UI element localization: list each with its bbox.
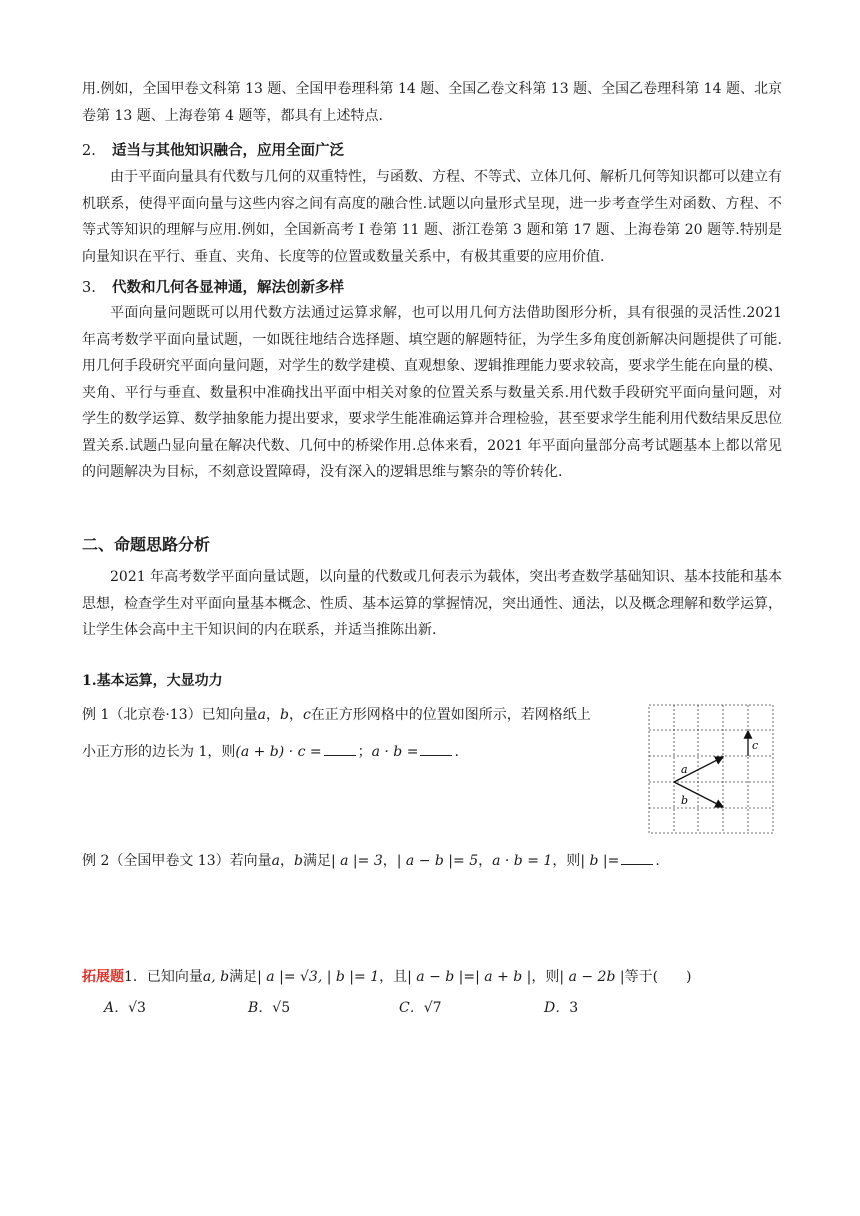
separator: ， (265, 707, 280, 723)
option-c-value: √7 (423, 1000, 442, 1016)
extension-text: 1．已知向量 (124, 969, 203, 985)
item-3-title: 代数和几何各显神通，解法创新多样 (112, 279, 344, 296)
condition-1: | a |= 3 (330, 853, 383, 869)
expression-2: a · b = (371, 744, 419, 760)
grid-svg (648, 704, 774, 834)
item-3-paragraph: 平面向量问题既可以用代数方法通过运算求解，也可以用几何方法借助图形分析，具有很强的灵活性.2021 年高考数学平面向量试题，一如既往地结合选择题、填空题的解题特征，为学生多角度创新解决问题提供了可能.用几何手段研究平面向量问题，对学生的数学建模、直观想象、逻辑推理能力要求较高，要求学生能在向量的模、夹角、平行与垂直、数量积中准确找出平面中相关对象的位置关系与数量关系.用代数手段研究平面向量问题，对学生的数学运算、数学抽象能力提出要求，要求学生能准确运算并合理检验，甚至要求学生能利用代数结果反思位置关系.试题凸显向量在解决代数、几何中的桥梁作用.总体来看，2021 年平面向量部分高考试题基本上都以常见的问题解决为目标，不刻意设置障碍，没有深入的逻辑思维与繁杂的等价转化. (82, 305, 782, 480)
semicolon: ； (357, 744, 372, 760)
condition-2: | a − b |= 5 (396, 853, 479, 869)
option-d[interactable] (544, 997, 578, 1017)
vector-a: a (271, 853, 280, 869)
section-2-title: 二、命题思路分析 (82, 535, 211, 554)
option-b-letter: B． (248, 1000, 273, 1016)
vector-b: b (293, 853, 303, 869)
example-2: 例 2（全国甲卷文 13）若向量a，b满足| a |= 3，| a − b |= 5，a · b = 1，则| b |= . (82, 853, 660, 869)
period: . (655, 853, 660, 869)
item-2-title: 适当与其他知识融合，应用全面广泛 (112, 142, 344, 159)
extension-and: ，且 (379, 969, 408, 985)
item-3-heading (82, 276, 344, 297)
example-1-text-1: 在正方形网格中的位置如图所示，若网格纸上 (310, 707, 591, 723)
answer-blank-3 (621, 852, 653, 865)
extension-cond-label: 满足 (229, 969, 258, 985)
answer-blank-2 (420, 743, 452, 756)
option-c-letter: C． (399, 1000, 424, 1016)
vector-b: b (279, 707, 289, 723)
example-1-line-1 (82, 704, 642, 724)
extension-condition-1: | a |= √3, | b |= 1 (257, 969, 380, 985)
extension-ask: | a − 2b | (559, 969, 625, 985)
option-a-letter: A． (104, 1000, 129, 1016)
option-c[interactable] (399, 997, 442, 1017)
vector-c: c (302, 707, 311, 723)
option-a-value: √3 (128, 1000, 146, 1016)
example-2-text-2: ，则 (552, 853, 581, 869)
answer-blank-1 (324, 743, 356, 756)
extension-ask-pre: ，则 (531, 969, 560, 985)
separator: ， (288, 707, 303, 723)
extension-ask-post: 等于( ) (624, 969, 692, 985)
vector-grid-figure (648, 704, 774, 834)
option-d-value: 3 (569, 1000, 579, 1016)
period: . (454, 744, 459, 760)
example-2-text-1: 满足 (302, 853, 331, 869)
example-2-ask: | b |= (580, 853, 620, 869)
item-2-paragraph: 由于平面向量具有代数与几何的双重特性，与函数、方程、不等式、立体几何、解析几何等知识都可以建立有机联系，使得平面向量与这些内容之间有高度的融合性.试题以向量形式呈现，进一步考查学生对函数、方程、不等式等知识的理解与应用.例如，全国新高考 I 卷第 11 题、浙江卷第 3 题和第 17 题、上海卷第 20 题等.特别是向量知识在平行、垂直、夹角、长度等的位置或数量关系中，有极其重要的应用价值. (82, 169, 782, 265)
section-2-paragraph: 2021 年高考数学平面向量试题，以向量的代数或几何表示为载体，突出考查数学基础知识、基本技能和基本思想，检查学生对平面向量基本概念、性质、基本运算的掌握情况，突出通性、通法，以及概念理解和数学运算，让学生体会高中主干知识间的内在联系，并适当推陈出新. (82, 569, 782, 638)
extension-question (82, 966, 802, 986)
item-2-heading (82, 139, 344, 160)
example-1-text-2: 小正方形的边长为 1，则 (82, 744, 236, 760)
example-1-label: 例 1（北京卷·13）已知向量 (82, 707, 258, 723)
grid-label-c: c (752, 739, 759, 752)
item-2-number: 2. (82, 143, 96, 159)
example-1-line-2 (82, 741, 642, 761)
grid-lines (649, 705, 773, 833)
extension-condition-2: | a − b |=| a + b | (407, 969, 532, 985)
grid-label-a: a (681, 763, 688, 776)
extension-tag: 拓展题 (82, 969, 124, 985)
separator: ， (279, 853, 294, 869)
option-b-value: √5 (272, 1000, 291, 1016)
expression-1: (a + b) · c = (235, 744, 322, 760)
subsection-1-title: 1.基本运算，大显功力 (82, 673, 223, 689)
option-b[interactable] (248, 997, 290, 1017)
option-d-letter: D． (544, 1000, 570, 1016)
vector-a: a (257, 707, 266, 723)
option-a[interactable] (104, 997, 146, 1017)
intro-paragraph: 用.例如，全国甲卷文科第 13 题、全国甲卷理科第 14 题、全国乙卷文科第 13 题、全国乙卷理科第 14 题、北京卷第 13 题、上海卷第 4 题等，都具有上述特点. (82, 81, 782, 124)
grid-label-b: b (681, 794, 689, 807)
example-2-label: 例 2（全国甲卷文 13）若向量 (82, 853, 272, 869)
condition-3: a · b = 1 (492, 853, 553, 869)
item-3-number: 3. (82, 280, 96, 296)
extension-vectors: a, b (202, 969, 230, 985)
